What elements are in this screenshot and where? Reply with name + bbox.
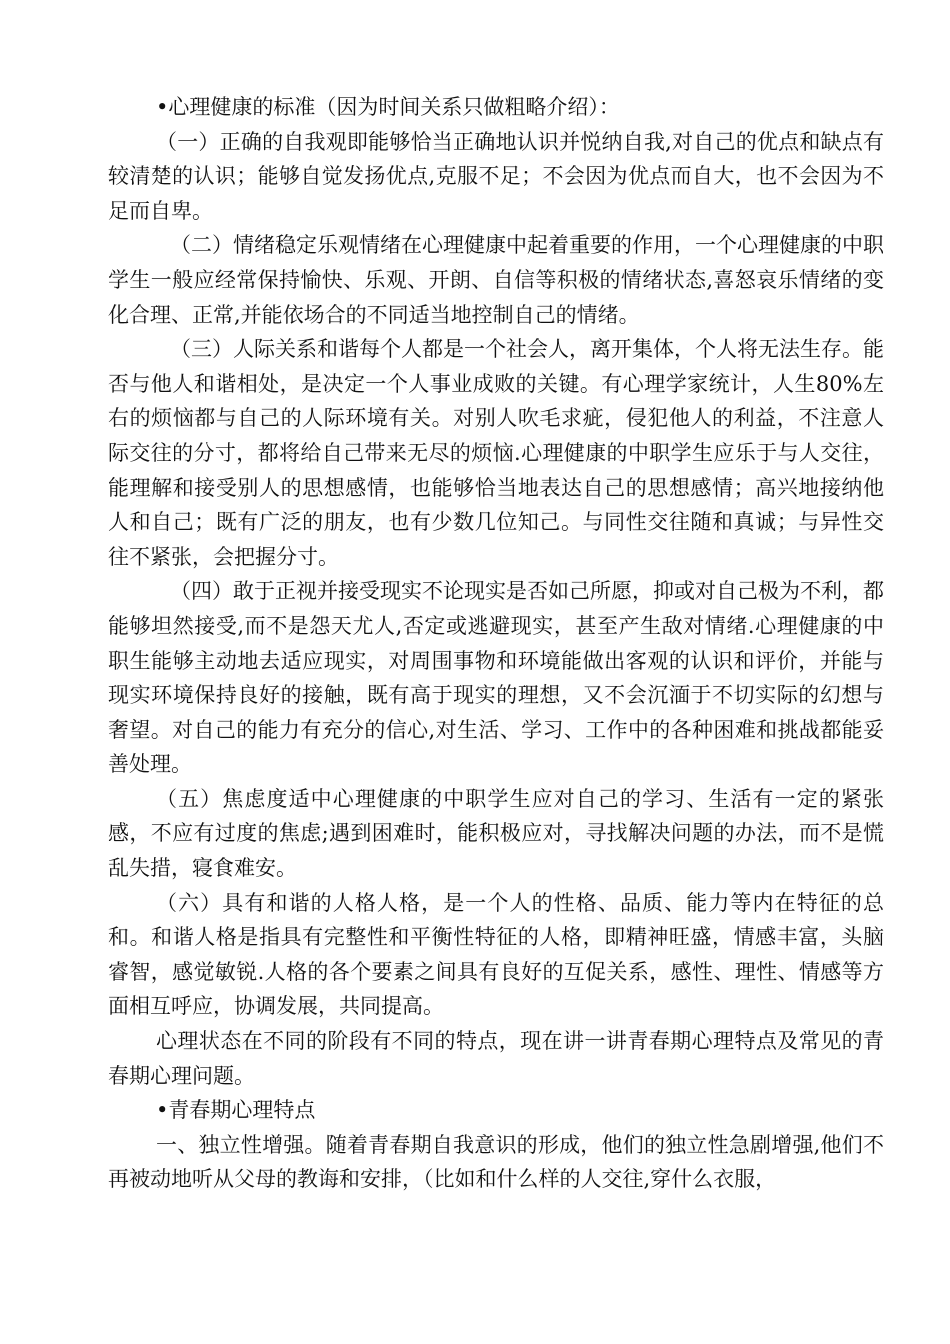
section-heading-adolescent-traits: •青春期心理特点	[156, 1098, 316, 1123]
paragraph-face-reality: （四）敢于正视并接受现实不论现实是否如己所愿，抑或对自己极为不利，都能够坦然接受,而不是怨天尤人,否定或逃避现实，甚至产生敌对情绪.心理健康的中职生能够主动地去适应现实，对周围事物和环境能做出客观的认识和评价，并能与现实环境保持良好的接触，既有高于现实的理想，又不会沉湎于不切实际的幻想与奢望。对自己的能力有充分的信心,对生活、学习、工作中的各种困难和挑战都能妥善处理。	[108, 579, 884, 777]
document-body	[108, 90, 884, 1197]
paragraph-interpersonal-harmony: （三）人际关系和谐每个人都是一个社会人，离开集体，个人将无法生存。能否与他人和谐相处，是决定一个人事业成败的关键。有心理学家统计，人生80%左右的烦恼都与自己的人际环境有关。对别人吹毛求疵，侵犯他人的利益，不注意人际交往的分寸，都将给自己带来无尽的烦恼.心理健康的中职学生应乐于与人交往，能理解和接受别人的思想感情，也能够恰当地表达自己的思想感情；高兴地接纳他人和自己；既有广泛的朋友，也有少数几位知己。与同性交往随和真诚；与异性交往不紧张，会把握分寸。	[108, 337, 884, 569]
paragraph-transition: 心理状态在不同的阶段有不同的特点，现在讲一讲青春期心理特点及常见的青春期心理问题。	[108, 1029, 884, 1088]
section-heading-mental-health-standards: •心理健康的标准（因为时间关系只做粗略介绍）：	[156, 95, 620, 119]
paragraph-self-concept: （一）正确的自我观即能够恰当正确地认识并悦纳自我,对自己的优点和缺点有较清楚的认识；能够自觉发扬优点,克服不足；不会因为优点而自大，也不会因为不足而自卑。	[108, 129, 884, 223]
paragraph-independence: 一、独立性增强。随着青春期自我意识的形成，他们的独立性急剧增强,他们不再被动地听从父母的教诲和安排，（比如和什么样的人交往,穿什么衣服，	[108, 1132, 884, 1192]
paragraph-harmonious-personality: （六）具有和谐的人格人格，是一个人的性格、品质、能力等内在特征的总和。和谐人格是指具有完整性和平衡性特征的人格，即精神旺盛，情感丰富，头脑睿智，感觉敏锐.人格的各个要素之间具有良好的互促关系，感性、理性、情感等方面相互呼应，协调发展，共同提高。	[108, 890, 884, 1019]
paragraph-moderate-anxiety: （五）焦虑度适中心理健康的中职学生应对自己的学习、生活有一定的紧张感，不应有过度的焦虑;遇到困难时，能积极应对，寻找解决问题的办法，而不是慌乱失措，寝食难安。	[108, 786, 884, 881]
paragraph-emotional-stability: （二）情绪稳定乐观情绪在心理健康中起着重要的作用，一个心理健康的中职学生一般应经常保持愉快、乐观、开朗、自信等积极的情绪状态,喜怒哀乐情绪的变化合理、正常,并能依场合的不同适当地控制自己的情绪。	[108, 233, 884, 327]
